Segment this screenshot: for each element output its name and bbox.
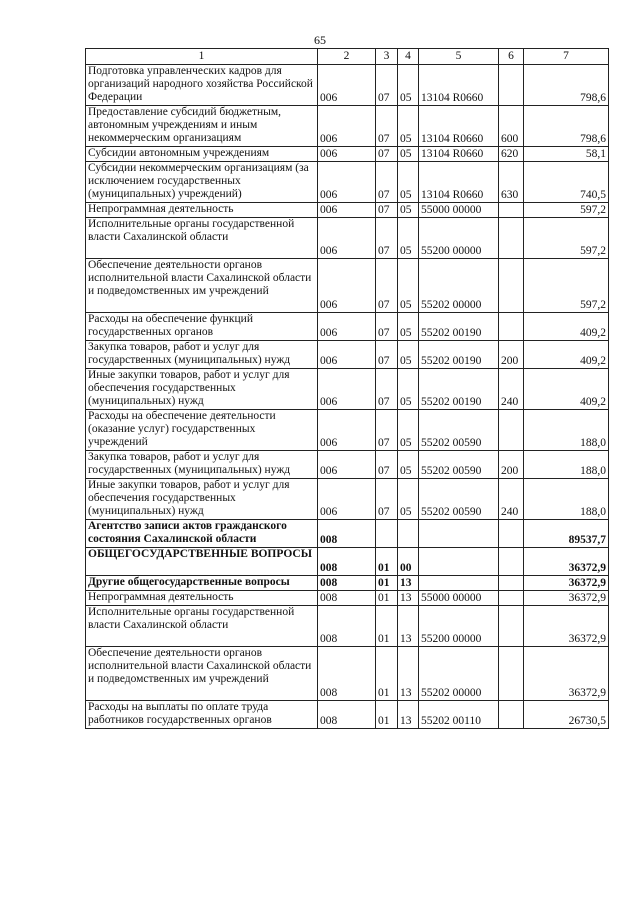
cell-sum: 36372,9 xyxy=(524,591,609,606)
cell-name: Исполнительные органы государственной власти Сахалинской области xyxy=(86,606,318,647)
cell-rz: 07 xyxy=(376,410,398,451)
cell-sum: 188,0 xyxy=(524,479,609,520)
table-row xyxy=(86,647,609,701)
table-row xyxy=(86,147,609,162)
cell-vr xyxy=(499,65,524,106)
table-row xyxy=(86,218,609,259)
cell-csr: 55200 00000 xyxy=(419,218,499,259)
cell-sum: 409,2 xyxy=(524,313,609,341)
cell-csr: 55202 00590 xyxy=(419,479,499,520)
col-header-5: 5 xyxy=(419,49,499,65)
table-row xyxy=(86,203,609,218)
table-row xyxy=(86,548,609,576)
cell-sum: 188,0 xyxy=(524,451,609,479)
cell-csr: 13104 R0660 xyxy=(419,65,499,106)
cell-pr: 05 xyxy=(398,259,419,313)
table-row xyxy=(86,369,609,410)
cell-rz: 01 xyxy=(376,576,398,591)
cell-rz: 07 xyxy=(376,218,398,259)
table-row xyxy=(86,65,609,106)
cell-csr: 55202 00190 xyxy=(419,369,499,410)
cell-vr: 240 xyxy=(499,369,524,410)
table-row xyxy=(86,606,609,647)
cell-sum: 409,2 xyxy=(524,369,609,410)
cell-pr: 13 xyxy=(398,591,419,606)
cell-rz: 07 xyxy=(376,147,398,162)
cell-pr: 13 xyxy=(398,701,419,729)
cell-rz: 07 xyxy=(376,203,398,218)
table-row xyxy=(86,520,609,548)
cell-vr: 240 xyxy=(499,479,524,520)
cell-name: Непрограммная деятельность xyxy=(86,203,318,218)
cell-ved: 008 xyxy=(318,606,376,647)
cell-vr xyxy=(499,606,524,647)
table-row xyxy=(86,313,609,341)
cell-ved: 006 xyxy=(318,259,376,313)
cell-rz: 07 xyxy=(376,369,398,410)
cell-rz: 07 xyxy=(376,65,398,106)
cell-sum: 26730,5 xyxy=(524,701,609,729)
cell-vr: 630 xyxy=(499,162,524,203)
cell-ved: 006 xyxy=(318,369,376,410)
cell-rz: 01 xyxy=(376,606,398,647)
cell-csr: 55200 00000 xyxy=(419,606,499,647)
cell-name: Субсидии некоммерческим организациям (за исключением государственных (муниципальных) учреждений) xyxy=(86,162,318,203)
cell-pr: 05 xyxy=(398,479,419,520)
cell-sum: 188,0 xyxy=(524,410,609,451)
cell-sum: 36372,9 xyxy=(524,606,609,647)
cell-vr xyxy=(499,259,524,313)
cell-ved: 008 xyxy=(318,701,376,729)
cell-pr: 13 xyxy=(398,647,419,701)
cell-ved: 006 xyxy=(318,479,376,520)
cell-ved: 008 xyxy=(318,591,376,606)
cell-ved: 008 xyxy=(318,548,376,576)
table-row xyxy=(86,451,609,479)
cell-name: Расходы на обеспечение деятельности (оказание услуг) государственных учреждений xyxy=(86,410,318,451)
cell-pr: 05 xyxy=(398,147,419,162)
cell-csr: 55202 00190 xyxy=(419,341,499,369)
cell-vr: 200 xyxy=(499,341,524,369)
cell-rz: 07 xyxy=(376,451,398,479)
cell-name: Расходы на выплаты по оплате труда работников государственных органов xyxy=(86,701,318,729)
cell-sum: 597,2 xyxy=(524,203,609,218)
cell-rz: 07 xyxy=(376,106,398,147)
cell-ved: 006 xyxy=(318,162,376,203)
cell-pr: 00 xyxy=(398,548,419,576)
cell-vr xyxy=(499,701,524,729)
cell-vr: 200 xyxy=(499,451,524,479)
cell-sum: 36372,9 xyxy=(524,647,609,701)
cell-rz: 01 xyxy=(376,548,398,576)
col-header-3: 3 xyxy=(376,49,398,65)
cell-rz: 07 xyxy=(376,479,398,520)
cell-sum: 36372,9 xyxy=(524,548,609,576)
cell-name: Обеспечение деятельности органов исполнительной власти Сахалинской области и подведомственных им учреждений xyxy=(86,259,318,313)
cell-vr xyxy=(499,591,524,606)
cell-csr: 55202 00000 xyxy=(419,647,499,701)
cell-pr: 05 xyxy=(398,203,419,218)
cell-vr xyxy=(499,520,524,548)
cell-ved: 006 xyxy=(318,313,376,341)
cell-csr: 55202 00190 xyxy=(419,313,499,341)
cell-sum: 89537,7 xyxy=(524,520,609,548)
cell-pr xyxy=(398,520,419,548)
cell-name: Исполнительные органы государственной власти Сахалинской области xyxy=(86,218,318,259)
cell-name: Иные закупки товаров, работ и услуг для обеспечения государственных (муниципальных) нужд xyxy=(86,369,318,410)
cell-name: Расходы на обеспечение функций государственных органов xyxy=(86,313,318,341)
cell-ved: 006 xyxy=(318,410,376,451)
cell-rz: 07 xyxy=(376,313,398,341)
cell-ved: 008 xyxy=(318,520,376,548)
cell-pr: 13 xyxy=(398,576,419,591)
cell-pr: 05 xyxy=(398,410,419,451)
cell-sum: 798,6 xyxy=(524,106,609,147)
cell-ved: 006 xyxy=(318,65,376,106)
col-header-1: 1 xyxy=(86,49,318,65)
cell-vr xyxy=(499,313,524,341)
cell-ved: 006 xyxy=(318,203,376,218)
page-number: 65 xyxy=(314,33,326,47)
cell-rz: 01 xyxy=(376,701,398,729)
cell-name: Непрограммная деятельность xyxy=(86,591,318,606)
cell-pr: 05 xyxy=(398,162,419,203)
cell-rz: 01 xyxy=(376,647,398,701)
cell-pr: 05 xyxy=(398,451,419,479)
cell-csr: 55202 00590 xyxy=(419,451,499,479)
cell-vr xyxy=(499,218,524,259)
cell-csr: 55000 00000 xyxy=(419,591,499,606)
cell-ved: 006 xyxy=(318,106,376,147)
cell-pr: 05 xyxy=(398,313,419,341)
cell-pr: 05 xyxy=(398,106,419,147)
cell-name: Закупка товаров, работ и услуг для государственных (муниципальных) нужд xyxy=(86,341,318,369)
cell-vr xyxy=(499,203,524,218)
cell-ved: 008 xyxy=(318,647,376,701)
header-row xyxy=(86,49,609,65)
cell-vr xyxy=(499,410,524,451)
table-row xyxy=(86,341,609,369)
cell-sum: 597,2 xyxy=(524,218,609,259)
cell-sum: 36372,9 xyxy=(524,576,609,591)
col-header-6: 6 xyxy=(499,49,524,65)
cell-name: Иные закупки товаров, работ и услуг для обеспечения государственных (муниципальных) нужд xyxy=(86,479,318,520)
cell-csr: 13104 R0660 xyxy=(419,147,499,162)
cell-name: Подготовка управленческих кадров для организаций народного хозяйства Российской Федерации xyxy=(86,65,318,106)
cell-vr: 600 xyxy=(499,106,524,147)
cell-vr: 620 xyxy=(499,147,524,162)
cell-vr xyxy=(499,576,524,591)
cell-pr: 05 xyxy=(398,341,419,369)
cell-csr: 55202 00000 xyxy=(419,259,499,313)
table-row xyxy=(86,162,609,203)
budget-table xyxy=(85,48,609,729)
col-header-7: 7 xyxy=(524,49,609,65)
cell-ved: 006 xyxy=(318,147,376,162)
cell-name: Закупка товаров, работ и услуг для государственных (муниципальных) нужд xyxy=(86,451,318,479)
cell-vr xyxy=(499,647,524,701)
cell-vr xyxy=(499,548,524,576)
cell-ved: 006 xyxy=(318,341,376,369)
cell-pr: 05 xyxy=(398,218,419,259)
cell-name: Предоставление субсидий бюджетным, автономным учреждениям и иным некоммерческим организациям xyxy=(86,106,318,147)
cell-name: Субсидии автономным учреждениям xyxy=(86,147,318,162)
table-row xyxy=(86,701,609,729)
cell-pr: 05 xyxy=(398,65,419,106)
cell-ved: 006 xyxy=(318,451,376,479)
cell-csr: 13104 R0660 xyxy=(419,162,499,203)
cell-rz: 07 xyxy=(376,259,398,313)
cell-csr: 13104 R0660 xyxy=(419,106,499,147)
cell-name: ОБЩЕГОСУДАРСТВЕННЫЕ ВОПРОСЫ xyxy=(86,548,318,576)
cell-csr xyxy=(419,520,499,548)
cell-rz xyxy=(376,520,398,548)
table-row xyxy=(86,591,609,606)
table-row xyxy=(86,410,609,451)
cell-ved: 008 xyxy=(318,576,376,591)
cell-rz: 07 xyxy=(376,341,398,369)
cell-pr: 13 xyxy=(398,606,419,647)
cell-csr: 55202 00590 xyxy=(419,410,499,451)
cell-sum: 740,5 xyxy=(524,162,609,203)
cell-csr xyxy=(419,548,499,576)
cell-sum: 58,1 xyxy=(524,147,609,162)
cell-name: Агентство записи актов гражданского состояния Сахалинской области xyxy=(86,520,318,548)
col-header-4: 4 xyxy=(398,49,419,65)
table-row xyxy=(86,479,609,520)
cell-sum: 597,2 xyxy=(524,259,609,313)
cell-sum: 409,2 xyxy=(524,341,609,369)
cell-sum: 798,6 xyxy=(524,65,609,106)
table-row xyxy=(86,576,609,591)
cell-name: Другие общегосударственные вопросы xyxy=(86,576,318,591)
cell-csr xyxy=(419,576,499,591)
cell-name: Обеспечение деятельности органов исполнительной власти Сахалинской области и подведомственных им учреждений xyxy=(86,647,318,701)
table-row xyxy=(86,106,609,147)
col-header-2: 2 xyxy=(318,49,376,65)
table-row xyxy=(86,259,609,313)
cell-rz: 01 xyxy=(376,591,398,606)
cell-ved: 006 xyxy=(318,218,376,259)
cell-csr: 55202 00110 xyxy=(419,701,499,729)
cell-rz: 07 xyxy=(376,162,398,203)
cell-csr: 55000 00000 xyxy=(419,203,499,218)
cell-pr: 05 xyxy=(398,369,419,410)
